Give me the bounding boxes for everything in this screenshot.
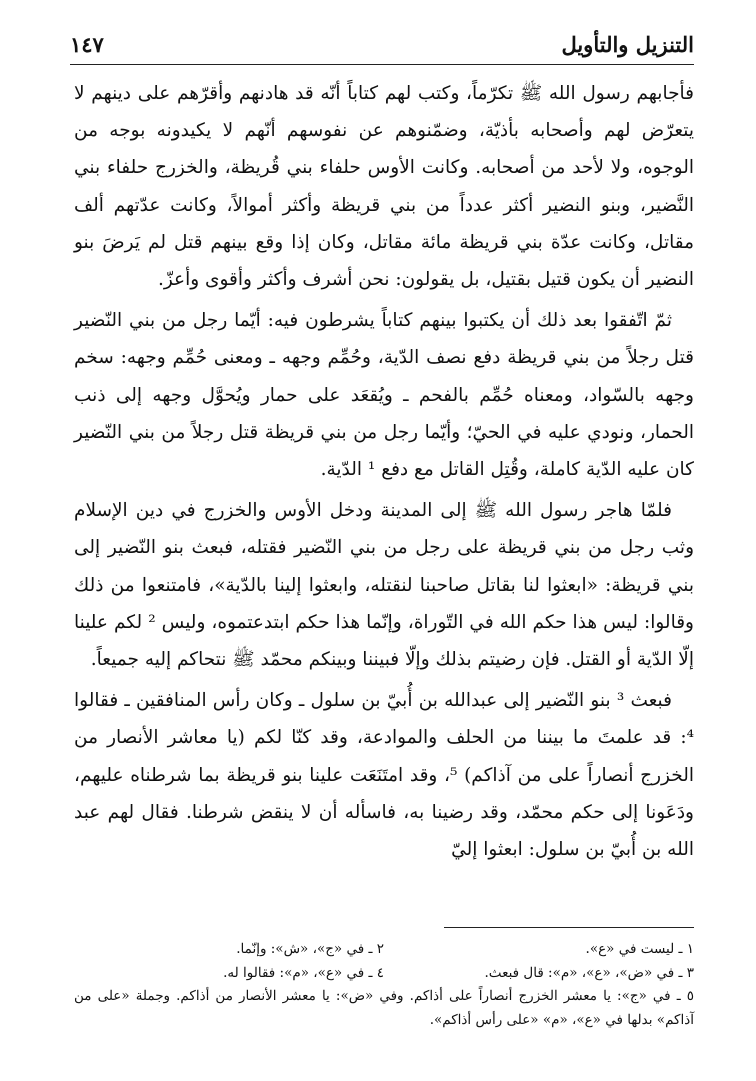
footnote-2: ٢ ـ في «ج»، «ش»: وإنّما. [236,941,384,957]
footnote-5: ٥ ـ في «ج»: يا معشر الخزرج أنصاراً على أذاكم. وفي «ض»: يا معشر الأنصار من أذاكم. وجملة «على من آذاكم» بدلها في «ع»، «م» «على رأس أذاكم». [74,988,694,1028]
footnote-separator [444,927,694,928]
main-text [74,75,694,868]
paragraph-2: ثمّ اتّفقوا بعد ذلك أن يكتبوا بينهم كتاباً يشرطون فيه: أيّما رجل من بني النّضير قتل رجلاً من بني قريظة دفع نصف الدّية، وحُمِّم وجهه ـ ومعنى حُمِّم وجهه: سخم وجهه بالسّواد، ومعناه حُمِّم بالفحم ـ ويُقعَد على حمار ويُحوَّل وجهه إلى ذنب الحمار، ونودي عليه في الحيّ؛ وأيّما رجل من بني قريظة قتل رجلاً من بني النّضير كان عليه الدّية كاملة، وقُتِل القاتل مع دفع ¹ الدّية. [74,310,694,481]
footnote-4: ٤ ـ في «ع»، «م»: فقالوا له. [223,964,384,981]
footnote-row [74,962,694,986]
running-title: التنزيل والتأويل [561,32,694,57]
footnote-row [74,938,694,962]
footnotes [74,938,694,1032]
paragraph-3: فلمّا هاجر رسول الله ﷺ إلى المدينة ودخل الأوس والخزرج في دين الإسلام وثب رجل من بني قريظة على رجل من بني النّضير فقتله، فبعث بنو النّضير إلى بني قريظة: «ابعثوا لنا بقاتل صاحبنا لنقتله، وابعثوا إلينا بالدّية»، فامتنعوا من ذلك وقالوا: ليس هذا حكم الله في التّوراة، وإنّما هذا حكم ابتدعتموه، وليس ² لكم علينا إلّا الدّية أو القتل. فإن رضيتم بذلك وإلّا فبيننا وبينكم محمّد ﷺ نتحاكم إليه جميعاً. [74,500,694,671]
footnote-3: ٣ ـ في «ض»، «ع»، «م»: قال فبعث. [484,964,694,981]
page-number: ١٤٧ [70,32,104,57]
paragraph-4: فبعث ³ بنو النّضير إلى عبدالله بن أُبيّ بن سلول ـ وكان رأس المنافقين ـ فقالوا ⁴: قد علمتَ ما بيننا من الحلف والموادعة، وقد كنّا لكم (يا معاشر الأنصار من الخزرج أنصاراً على من آذاكم) ⁵، وقد امتَنَعَت علينا بنو قريظة بما شرطناه عليهم، ودَعَونا إلى حكم محمّد، وقد رضينا به، فاسأله أن لا ينقض شرطنا. فقال لهم عبد الله بن أُبيّ بن سلول: ابعثوا إليّ [74,690,694,861]
footnote-1: ١ ـ ليست في «ع». [585,941,694,957]
page-header [70,30,694,65]
paragraph-1: فأجابهم رسول الله ﷺ تكرّماً، وكتب لهم كتاباً أنّه قد هادنهم وأقرّهم على دينهم لا يتعرّض لهم وأصحابه بأذيّة، وضمّنوهم عن نفوسهم أنّهم لا يكيدونه بوجه من الوجوه، ولا لأحد من أصحابه. وكانت الأوس حلفاء بني قُريظة، والخزرج حلفاء بني النَّضير، وبنو النضير أكثر عدداً من بني قريظة وأكثر أموالاً، وكانت عدّتهم ألف مقاتل، وكانت عدّة بني قريظة مائة مقاتل، وكان إذا وقع بينهم قتل لم يَرضَ بنو النضير أن يكون قتيل بقتيل، بل يقولون: نحن أشرف وأكثر وأقوى وأعزّ. [74,83,694,291]
